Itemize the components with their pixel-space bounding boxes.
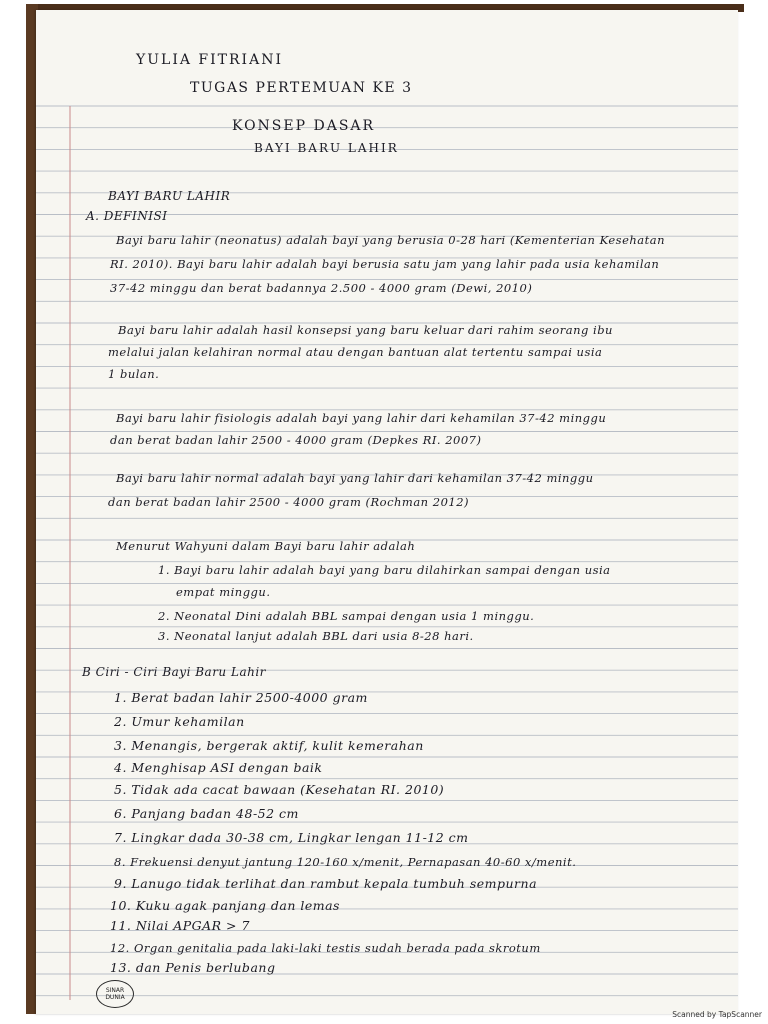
ciri-item: 8. Frekuensi denyut jantung 120-160 x/menit, Pernapasan 40-60 x/menit.: [114, 855, 577, 869]
ciri-item: 1. Berat badan lahir 2500-4000 gram: [114, 690, 368, 705]
paragraph-4-line: dan berat badan lahir 2500 - 4000 gram (Rochman 2012): [108, 495, 469, 509]
student-name: YULIA FITRIANI: [136, 52, 283, 68]
doc-title-line2: BAYI BARU LAHIR: [254, 141, 399, 155]
ciri-item: 12. Organ genitalia pada laki-laki testis sudah berada pada skrotum: [110, 941, 541, 955]
ciri-item: 6. Panjang badan 48-52 cm: [114, 806, 299, 821]
scanner-watermark: Scanned by TapScanner: [672, 1010, 762, 1019]
wahyuni-intro: Menurut Wahyuni dalam Bayi baru lahir adalah: [116, 539, 416, 553]
ciri-item: 7. Lingkar dada 30-38 cm, Lingkar lengan 11-12 cm: [114, 830, 469, 845]
wahyuni-item: 1. Bayi baru lahir adalah bayi yang baru dilahirkan sampai dengan usia: [158, 563, 611, 577]
ciri-item: 9. Lanugo tidak terlihat dan rambut kepala tumbuh sempurna: [114, 876, 538, 891]
brand-stamp-logo: SINAR DUNIA: [96, 980, 134, 1008]
paragraph-2-line: 1 bulan.: [108, 367, 160, 381]
ciri-item: 5. Tidak ada cacat bawaan (Kesehatan RI. 2010): [114, 782, 445, 797]
paragraph-2-line: Bayi baru lahir adalah hasil konsepsi yang baru keluar dari rahim seorang ibu: [118, 323, 613, 337]
paragraph-1-line: Bayi baru lahir (neonatus) adalah bayi yang berusia 0-28 hari (Kementerian Kesehatan: [116, 233, 666, 247]
paragraph-3-line: Bayi baru lahir fisiologis adalah bayi yang lahir dari kehamilan 37-42 minggu: [116, 411, 607, 425]
section-a-heading: A. DEFINISI: [86, 209, 168, 223]
notebook-page: [36, 10, 738, 1014]
ciri-item: 3. Menangis, bergerak aktif, kulit kemerahan: [114, 738, 424, 753]
ciri-item: 4. Menghisap ASI dengan baik: [114, 760, 323, 775]
paragraph-3-line: dan berat badan lahir 2500 - 4000 gram (Depkes RI. 2007): [110, 433, 482, 447]
paragraph-1-line: RI. 2010). Bayi baru lahir adalah bayi berusia satu jam yang lahir pada usia kehamilan: [110, 257, 660, 271]
wahyuni-item: 2. Neonatal Dini adalah BBL sampai dengan usia 1 minggu.: [158, 609, 535, 623]
ciri-item: 2. Umur kehamilan: [114, 714, 245, 729]
doc-title-line1: KONSEP DASAR: [232, 118, 376, 134]
paragraph-1-line: 37-42 minggu dan berat badannya 2.500 - 4000 gram (Dewi, 2010): [110, 281, 533, 295]
ciri-item: 10. Kuku agak panjang dan lemas: [110, 898, 340, 913]
section-main-heading: BAYI BARU LAHIR: [108, 189, 231, 203]
section-b-heading: B Ciri - Ciri Bayi Baru Lahir: [82, 665, 266, 679]
assignment-title: TUGAS PERTEMUAN KE 3: [190, 80, 413, 96]
paragraph-4-line: Bayi baru lahir normal adalah bayi yang lahir dari kehamilan 37-42 minggu: [116, 471, 594, 485]
ciri-item: 13. dan Penis berlubang: [110, 960, 276, 975]
paragraph-2-line: melalui jalan kelahiran normal atau dengan bantuan alat tertentu sampai usia: [108, 345, 603, 359]
wahyuni-item: empat minggu.: [176, 585, 271, 599]
ciri-item: 11. Nilai APGAR > 7: [110, 918, 250, 933]
wahyuni-item: 3. Neonatal lanjut adalah BBL dari usia 8-28 hari.: [158, 629, 474, 643]
